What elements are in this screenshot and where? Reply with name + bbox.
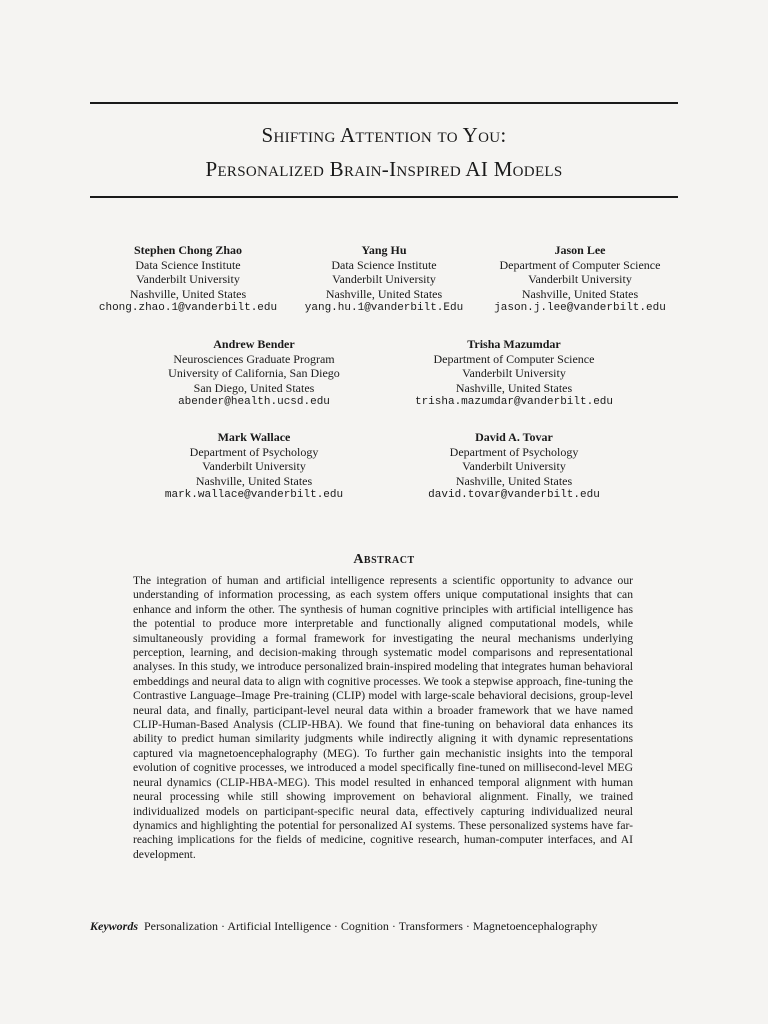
author-dept: Data Science Institute [135,257,241,272]
author-loc: Nashville, United States [129,286,247,301]
author-name: Mark Wallace [217,430,291,444]
author-block [124,430,384,503]
author-univ: Vanderbilt University [462,459,566,473]
abstract-heading: Abstract [353,552,415,567]
author-univ: Vanderbilt University [136,272,240,286]
author-univ: Vanderbilt University [202,459,306,473]
author-univ: University of California, San Diego [168,366,340,380]
author-name: Jason Lee [554,243,606,257]
keywords-text: Personalization · Artificial Intelligence · Cognition · Transformers · Magnetoencephalography [144,919,598,933]
author-name: Trisha Mazumdar [467,337,561,351]
author-row-2 [90,337,678,410]
author-name: Andrew Bender [213,337,295,351]
author-email[interactable]: david.tovar@vanderbilt.edu [428,489,600,501]
top-rule [90,102,678,104]
author-dept: Department of Psychology [189,444,319,459]
author-email[interactable]: trisha.mazumdar@vanderbilt.edu [414,396,614,408]
author-dept: Data Science Institute [331,257,437,272]
author-loc: San Diego, United States [193,380,315,395]
author-row-3 [90,430,678,503]
paper-title [90,118,678,186]
author-block [286,243,482,316]
author-loc: Nashville, United States [455,380,573,395]
abstract-body: The integration of human and artificial intelligence represents a scientific opportunity to advance our understanding of information processing, as each system offers unique computational insights that can enhance and inform the other. The synthesis of human cognitive principles with artificial intelligence has the potential to produce more interpretable and functionally aligned computational models, while simultaneously providing a formal framework for investigating the neural mechanisms underlying perception, learning, and decision-making through systematic model comparisons and representational analyses. In this study, we introduce personalized brain-inspired modeling that integrates human behavioral embeddings and neural data to align with cognitive processes. We took a stepwise approach, fine-tuning the Contrastive Language–Image Pre-training (CLIP) model with large-scale behavioral decisions, group-level neural data, and finally, participant-level neural data within a broader framework that we have named CLIP-Human-Based Analysis (CLIP-HBA). We found that fine-tuning on behavioral data enhances its ability to predict human similarity judgments while indirectly aligning it with dynamic representations captured via magnetoencephalography (MEG). To further gain mechanistic insights into the temporal evolution of cognitive processes, we introduced a model specifically fine-tuned on millisecond-level MEG neural dynamics (CLIP-HBA-MEG). This model resulted in enhanced temporal alignment with human neural processing while still showing improvement on behavioral alignment. Finally, we trained individualized models on participant-specific neural data, effectively capturing individualized neural dynamics and highlighting the potential for personalized AI systems. These personalized systems have far-reaching implications for the fields of medicine, cognitive research, human-computer interfaces, and AI development. [133,574,633,861]
author-loc: Nashville, United States [455,473,573,488]
title-line-1: Shifting Attention to You: [261,123,507,147]
author-block [482,243,678,316]
author-dept: Neurosciences Graduate Program [173,351,335,366]
author-block [90,243,286,316]
author-name: Yang Hu [361,243,407,257]
author-name: Stephen Chong Zhao [133,243,243,257]
author-name: David A. Tovar [475,430,553,444]
author-univ: Vanderbilt University [462,366,566,380]
author-block [384,430,644,503]
author-loc: Nashville, United States [195,473,313,488]
title-line-2: Personalized Brain-Inspired AI Models [205,157,563,181]
author-email[interactable]: jason.j.lee@vanderbilt.edu [494,302,666,314]
author-block [124,337,384,410]
author-loc: Nashville, United States [521,286,639,301]
author-block [384,337,644,410]
author-row-1 [90,243,678,316]
author-email[interactable]: abender@health.ucsd.edu [178,396,330,408]
author-dept: Department of Psychology [449,444,579,459]
author-loc: Nashville, United States [325,286,443,301]
keywords-label: Keywords [90,919,138,933]
author-univ: Vanderbilt University [528,272,632,286]
author-email[interactable]: chong.zhao.1@vanderbilt.edu [98,302,278,314]
author-dept: Department of Computer Science [433,351,595,366]
author-dept: Department of Computer Science [499,257,661,272]
author-email[interactable]: mark.wallace@vanderbilt.edu [164,489,344,501]
author-univ: Vanderbilt University [332,272,436,286]
bottom-rule [90,196,678,198]
keywords-line [90,919,690,934]
author-email[interactable]: yang.hu.1@vanderbilt.Edu [304,302,464,314]
